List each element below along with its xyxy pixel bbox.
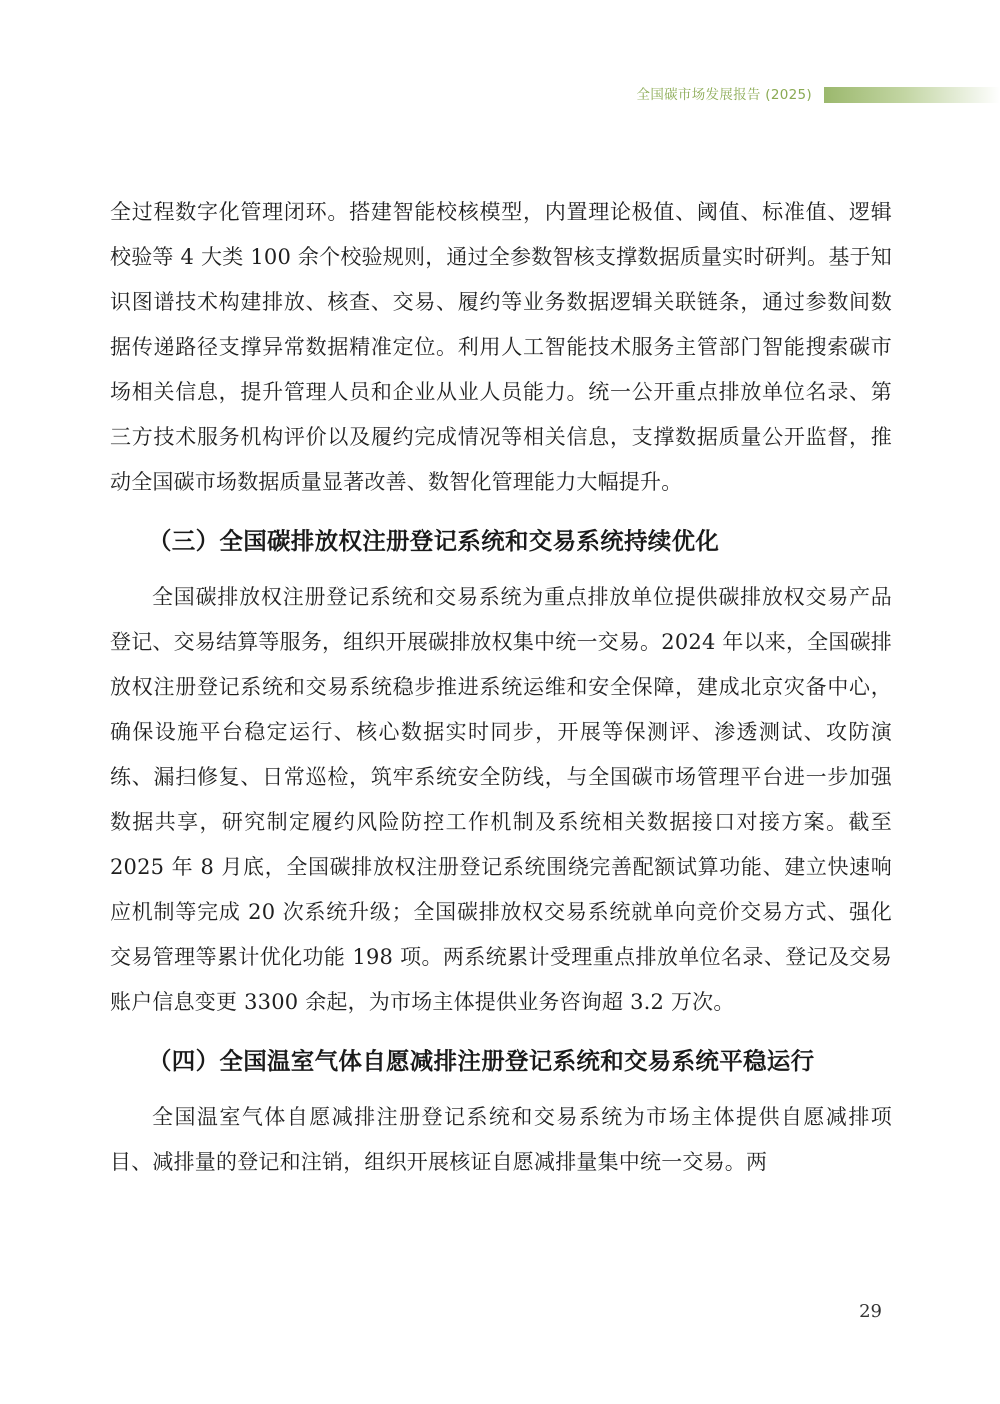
section-heading-3: （三）全国碳排放权注册登记系统和交易系统持续优化 <box>148 527 720 555</box>
paragraph-section-4: 全国温室气体自愿减排注册登记系统和交易系统为市场主体提供自愿减排项目、减排量的登记和注销，组织开展核证自愿减排量集中统一交易。两 <box>110 1105 892 1174</box>
paragraph-section-3: 全国碳排放权注册登记系统和交易系统为重点排放单位提供碳排放权交易产品登记、交易结算等服务，组织开展碳排放权集中统一交易。2024 年以来，全国碳排放权注册登记系统和交易系统稳步推进系统运维和安全保障，建成北京灾备中心，确保设施平台稳定运行、核心数据实时同步，开展等保测评、渗透测试、攻防演练、漏扫修复、日常巡检，筑牢系统安全防线，与全国碳市场管理平台进一步加强数据共享，研究制定履约风险防控工作机制及系统相关数据接口对接方案。截至 2025 年 8 月底，全国碳排放权注册登记系统围绕完善配额试算功能、建立快速响应机制等完成 20 次系统升级；全国碳排放权交易系统就单向竞价交易方式、强化交易管理等累计优化功能 198 项。两系统累计受理重点排放单位名录、登记及交易账户信息变更 3300 余起，为市场主体提供业务咨询超 3.2 万次。 <box>110 585 892 1014</box>
header-accent-bar <box>824 87 1000 103</box>
page-body <box>110 190 892 1185</box>
paragraph-continued: 全过程数字化管理闭环。搭建智能校核模型，内置理论极值、阈值、标准值、逻辑校验等 4 大类 100 余个校验规则，通过全参数智核支撑数据质量实时研判。基于知识图谱技术构建排放、核查、交易、履约等业务数据逻辑关联链条，通过参数间数据传递路径支撑异常数据精准定位。利用人工智能技术服务主管部门智能搜索碳市场相关信息，提升管理人员和企业从业人员能力。统一公开重点排放单位名录、第三方技术服务机构评价以及履约完成情况等相关信息，支撑数据质量公开监督，推动全国碳市场数据质量显著改善、数智化管理能力大幅提升。 <box>110 200 892 494</box>
running-header <box>0 84 1000 106</box>
page-number: 29 <box>859 1301 882 1322</box>
section-heading-4: （四）全国温室气体自愿减排注册登记系统和交易系统平稳运行 <box>148 1047 815 1075</box>
report-title: 全国碳市场发展报告 (2025) <box>636 87 812 103</box>
